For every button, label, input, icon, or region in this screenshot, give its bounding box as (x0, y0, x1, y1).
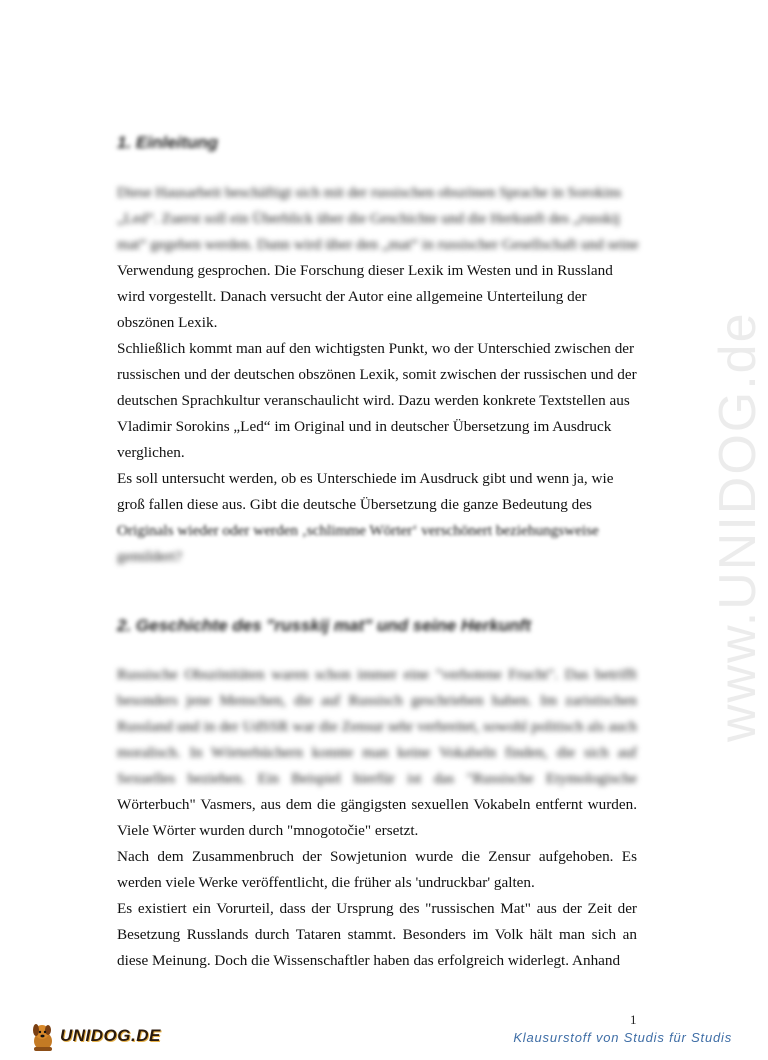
text-line: Besetzung Russlands durch Tataren stammt. Besonders im Volk hält man sich an (117, 926, 637, 943)
text-line: Es existiert ein Vorurteil, dass der Ursprung des "russischen Mat" aus der Zeit der (117, 900, 637, 917)
text-line: Schließlich kommt man auf den wichtigsten Punkt, wo der Unterschied zwischen der (117, 340, 635, 357)
text-line: Originals wieder oder werden ‚schlimme Wörter‘ verschönert beziehungsweise (117, 522, 599, 539)
text-line: besonders jene Menschen, die auf Russisch geschrieben haben. Im zaristischen (117, 692, 637, 709)
text-line: Diese Hausarbeit beschäftigt sich mit der russischen obszönen Sprache in Sorokins (117, 184, 622, 201)
section-heading-einleitung: 1. Einleitung (117, 133, 219, 152)
text-line: deutschen Sprachkultur veranschaulicht wird. Dazu werden konkrete Textstellen aus (117, 392, 630, 409)
text-line: Russland und in der UdSSR war die Zensur sehr verbreitet, sowohl politisch als auch (117, 718, 637, 735)
paragraph-einleitung (117, 180, 637, 570)
text-line: Wörterbuch" Vasmers, aus dem die gängigsten sexuellen Vokabeln entfernt wurden. (117, 796, 637, 813)
text-line: werden viele Werke veröffentlicht, die früher als 'undruckbar' galten. (117, 874, 535, 891)
text-line: groß fallen diese aus. Gibt die deutsche Übersetzung die ganze Bedeutung des (117, 496, 592, 513)
text-line: Sexuelles beziehen. Ein Beispiel hierfür ist das "Russische Etymologische (117, 770, 637, 787)
text-line: Viele Wörter wurden durch "mnogotočie" ersetzt. (117, 822, 419, 839)
logo-text: UNIDOG.DE (60, 1026, 161, 1045)
text-line: Verwendung gesprochen. Die Forschung dieser Lexik im Westen und in Russland (117, 262, 613, 279)
paragraph-geschichte (117, 662, 637, 974)
text-line: Vladimir Sorokins „Led“ im Original und in deutscher Übersetzung im Ausdruck (117, 418, 612, 435)
dog-icon (28, 1019, 58, 1053)
text-line: Nach dem Zusammenbruch der Sowjetunion wurde die Zensur aufgehoben. Es (117, 848, 637, 865)
footer-tagline: Klausurstoff von Studis für Studis (513, 1030, 732, 1045)
text-line: gemildert? (117, 548, 182, 565)
watermark: www.UNIDOG.de (709, 311, 767, 742)
text-line: obszönen Lexik. (117, 314, 218, 331)
page-number: 1 (630, 1012, 637, 1027)
text-line: wird vorgestellt. Danach versucht der Autor eine allgemeine Unterteilung der (117, 288, 587, 305)
text-line: verglichen. (117, 444, 185, 461)
text-line: „Led“. Zuerst soll ein Überblick über die Geschichte und die Herkunft des „russkij (117, 210, 621, 227)
text-line: diese Meinung. Doch die Wissenschaftler haben das erfolgreich widerlegt. Anhand (117, 952, 621, 969)
text-line: mat“ gegeben werden. Dann wird über den „mat“ in russischer Gesellschaft und seine (117, 236, 639, 253)
section-heading-geschichte: 2. Geschichte des "russkij mat" und seine Herkunft (117, 616, 531, 635)
text-line: Es soll untersucht werden, ob es Unterschiede im Ausdruck gibt und wenn ja, wie (117, 470, 614, 487)
text-line: russischen und der deutschen obszönen Lexik, somit zwischen der russischen und der (117, 366, 637, 383)
text-line: moralisch. In Wörterbüchern konnte man keine Vokabeln finden, die sich auf (117, 744, 637, 761)
text-line: Russische Obszönitäten waren schon immer eine "verbotene Frucht". Das betrifft (117, 666, 637, 683)
unidog-logo[interactable] (28, 1018, 178, 1054)
